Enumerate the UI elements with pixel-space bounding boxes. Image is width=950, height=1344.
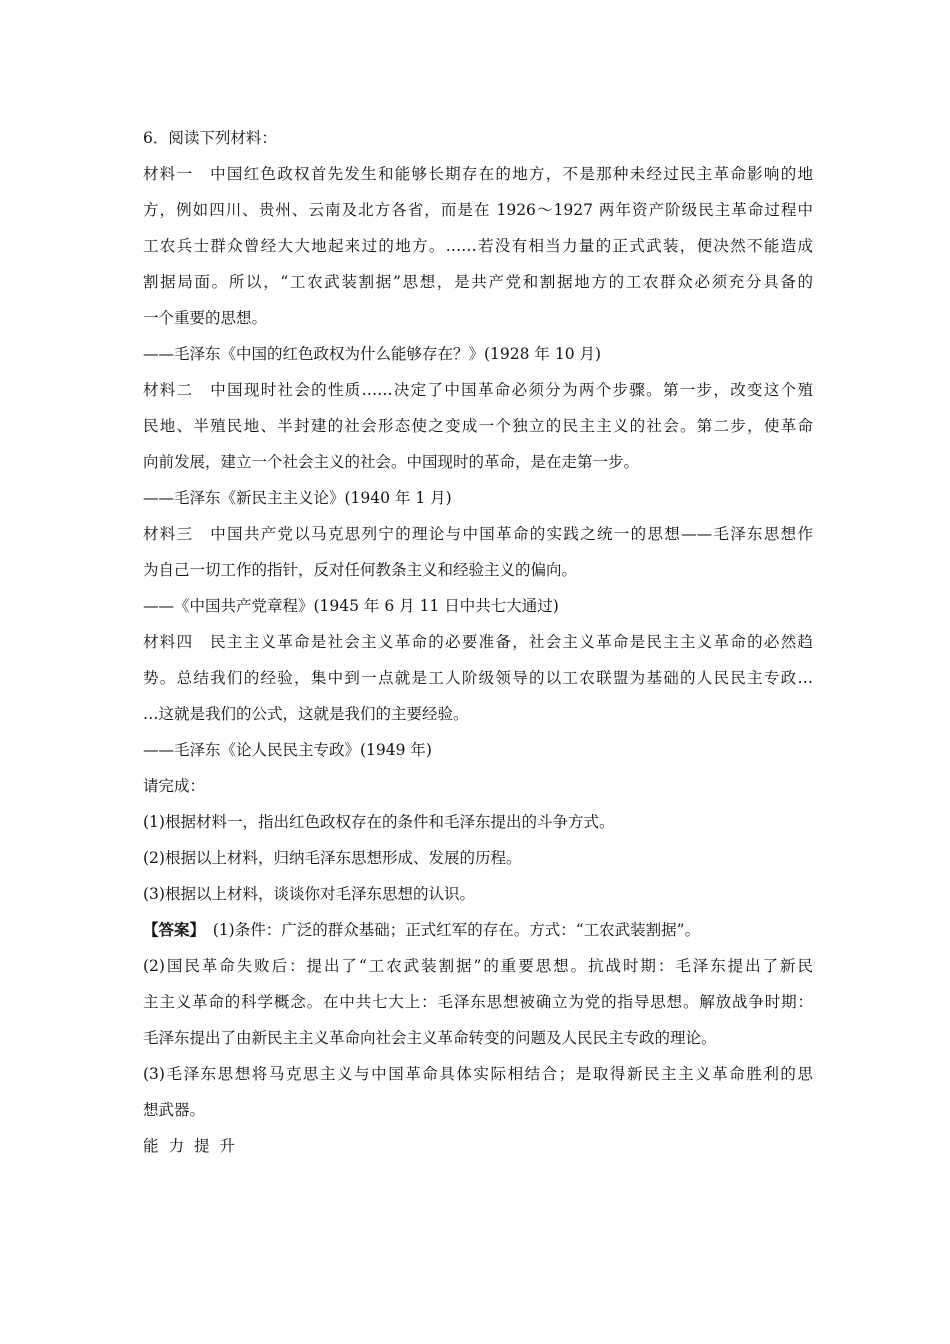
question-prompt: 请完成： bbox=[143, 777, 206, 795]
material-one-line: 工农兵士群众曾经大大地起来过的地方。……若没有相当力量的正式武装，便决然不能造成 bbox=[143, 237, 813, 255]
answer-part-2-line: 毛泽东提出了由新民主主义革命向社会主义革命转变的问题及人民民主专政的理论。 bbox=[143, 1029, 717, 1047]
material-four-line: 势。总结我们的经验，集中到一点就是工人阶级领导的以工农联盟为基础的人民民主专政… bbox=[143, 669, 813, 687]
section-heading: 能力提升 bbox=[143, 1137, 246, 1155]
material-three-line: 材料三 中国共产党以马克思列宁的理论与中国革命的实践之统一的思想——毛泽东思想作 bbox=[143, 525, 813, 543]
answer-part-3-line: (3)毛泽东思想将马克思主义与中国革命具体实际相结合；是取得新民主主义革命胜利的思 bbox=[143, 1065, 813, 1083]
material-one-line: 材料一 中国红色政权首先发生和能够长期存在的地方，不是那种未经过民主革命影响的地 bbox=[143, 165, 813, 183]
material-three-source: ——《中国共产党章程》(1945 年 6 月 11 日中共七大通过) bbox=[143, 597, 559, 615]
material-four-line: …这就是我们的公式，这就是我们的主要经验。 bbox=[143, 705, 469, 723]
answer-line-1 bbox=[143, 918, 700, 940]
material-one-source: ——毛泽东《中国的红色政权为什么能够存在？》(1928 年 10 月) bbox=[143, 345, 602, 363]
answer-part-3-line: 想武器。 bbox=[143, 1101, 206, 1119]
material-four-line: 材料四 民主主义革命是社会主义革命的必要准备，社会主义革命是民主主义革命的必然趋 bbox=[143, 633, 813, 651]
answer-part-2-line: (2)国民革命失败后：提出了“工农武装割据”的重要思想。抗战时期：毛泽东提出了新民 bbox=[143, 957, 813, 975]
material-two-line: 民地、半殖民地、半封建的社会形态使之变成一个独立的民主主义的社会。第二步，使革命 bbox=[143, 417, 813, 435]
answer-part-1: (1)条件：广泛的群众基础；正式红军的存在。方式：“工农武装割据”。 bbox=[197, 921, 701, 939]
answer-label: 【答案】 bbox=[143, 920, 198, 939]
answer-part-2-line: 主主义革命的科学概念。在中共七大上：毛泽东思想被确立为党的指导思想。解放战争时期： bbox=[143, 993, 813, 1011]
material-one-line: 割据局面。所以，“工农武装割据”思想，是共产党和割据地方的工农群众必须充分具备的 bbox=[143, 273, 813, 291]
material-three-line: 为自己一切工作的指针，反对任何教条主义和经验主义的偏向。 bbox=[143, 561, 578, 579]
question-title: 6．阅读下列材料： bbox=[143, 129, 277, 147]
material-one-line: 方，例如四川、贵州、云南及北方各省，而是在 1926～1927 两年资产阶级民主革命过程中 bbox=[143, 201, 813, 219]
material-two-line: 材料二 中国现时社会的性质……决定了中国革命必须分为两个步骤。第一步，改变这个殖 bbox=[143, 381, 813, 399]
material-four-source: ——毛泽东《论人民民主专政》(1949 年) bbox=[143, 741, 432, 759]
sub-question-1: (1)根据材料一，指出红色政权存在的条件和毛泽东提出的斗争方式。 bbox=[143, 813, 615, 831]
material-one-line: 一个重要的思想。 bbox=[143, 309, 268, 327]
sub-question-2: (2)根据以上材料，归纳毛泽东思想形成、发展的历程。 bbox=[143, 849, 522, 867]
material-two-source: ——毛泽东《新民主主义论》(1940 年 1 月) bbox=[143, 489, 452, 507]
material-two-line: 向前发展，建立一个社会主义的社会。中国现时的革命，是在走第一步。 bbox=[143, 453, 640, 471]
sub-question-3: (3)根据以上材料，谈谈你对毛泽东思想的认识。 bbox=[143, 885, 475, 903]
